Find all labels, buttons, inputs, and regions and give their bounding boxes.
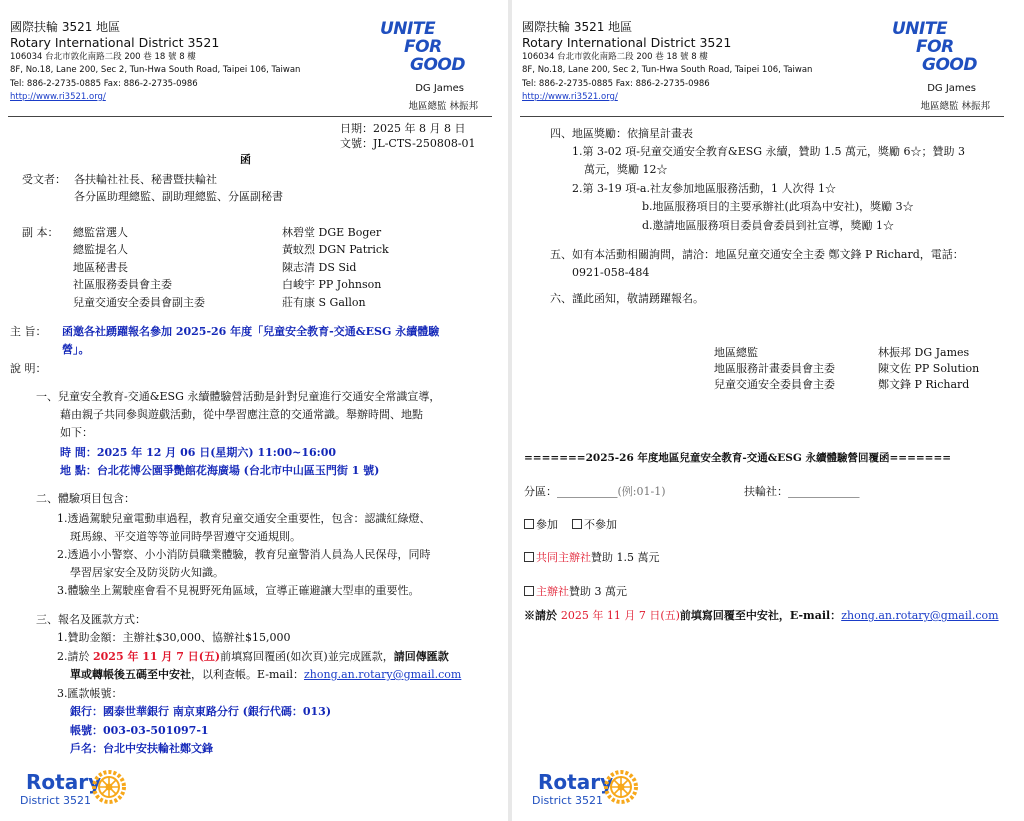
contact-phone-fax: Tel: 886-2-2735-0885 Fax: 886-2-2735-0986 [10, 79, 198, 89]
reply-club-field[interactable]: 扶輪社：_____________ [744, 485, 860, 498]
address-en: 8F, No.18, Lane 200, Sec 2, Tun-Hwa South Road, Taipei 106, Taiwan [10, 65, 301, 75]
section-3-item-1: 1.贊助金額：主辦社$30,000、協辦社$15,000 [57, 631, 291, 644]
unite-for-good-logo: UNITE FOR GOOD [380, 19, 465, 75]
letter-doc-no: 文號：JL-CTS-250808-01 [340, 137, 476, 150]
section-2-item-1a: 1.透過駕駛兒童電動車過程，教育兒童交通安全重要性，包含：認識紅綠燈、 [57, 512, 431, 525]
section-4-item-2d: d.邀請地區服務項目委員會委員到社宣導，獎勵 1☆ [642, 219, 895, 232]
contact-phone-fax: Tel: 886-2-2735-0885 Fax: 886-2-2735-0986 [522, 79, 710, 89]
account-holder: 戶名：台北中安扶輪社鄭文鋒 [70, 742, 213, 755]
org-name-zh: 國際扶輪 3521 地區 [522, 20, 633, 34]
website-link[interactable]: http://www.ri3521.org/ [10, 92, 106, 102]
section-3-item-2b: 單或轉帳後五碼至中安社，以利查帳。E-mail：zhong.an.rotary@gmail.com [70, 668, 462, 681]
governor-name-zh: 地區總監 林振邦 [920, 101, 990, 112]
reply-form-title: =======2025-26 年度地區兒童安全教育-交通&ESG 永續體驗營回覆函======= [524, 452, 952, 464]
letter-page-1 [0, 0, 508, 821]
rotary-footer-logo: Rotary District 3521 [532, 768, 652, 812]
reply-note: ※請於 2025 年 11 月 7 日(五)前填寫回覆至中安社，E-mail：zhong.an.rotary@gmail.com [524, 609, 999, 622]
cc-name: 陳志清 DS Sid [282, 261, 357, 274]
not-attend-checkbox[interactable]: 不參加 [572, 518, 617, 531]
rotary-wheel-icon [602, 768, 640, 806]
address-zh: 106034 台北市敦化南路二段 200 巷 18 號 8 樓 [10, 52, 196, 62]
unite-for-good-logo: UNITE FOR GOOD [892, 19, 977, 75]
email-link[interactable]: zhong.an.rotary@gmail.com [303, 668, 462, 681]
bank-account: 帳號：003-03-501097-1 [70, 724, 209, 737]
section-2-item-2b: 學習居家安全及防災防火知識。 [70, 566, 224, 579]
section-3-item-3: 3.匯款帳號： [57, 687, 123, 700]
host-checkbox[interactable]: 主辦社贊助 3 萬元 [524, 585, 627, 599]
letterhead [522, 20, 1012, 116]
signer-name: 鄭文鋒 P Richard [878, 378, 970, 391]
letter-date: 日期：2025 年 8 月 8 日 [340, 122, 466, 135]
event-time: 時 間：2025 年 12 月 06 日(星期六) 11:00~16:00 [60, 446, 337, 459]
recipient-line-1: 各扶輪社社長、秘書暨扶輪社 [74, 173, 217, 186]
attendance-options [524, 518, 617, 532]
subject-line-2: 營」。 [62, 343, 90, 356]
cc-name: 黃蚊烈 DGN Patrick [282, 243, 389, 256]
signer-name: 陳文佐 PP Solution [878, 362, 980, 375]
cc-role: 社區服務委員會主委 [73, 278, 172, 291]
signer-name: 林振邦 DG James [878, 346, 970, 359]
section-4-item-1b: 萬元，獎勵 12☆ [584, 163, 668, 176]
section-1-line-3: 如下： [60, 426, 93, 439]
signer-role: 地區總監 [714, 346, 758, 359]
signer-role: 兒童交通安全委員會主委 [714, 378, 835, 391]
section-1-line-1: 一、兒童安全教育-交通&ESG 永續體驗營活動是針對兒童進行交通安全常識宣導， [36, 390, 441, 403]
section-3-title: 三、報名及匯款方式： [36, 613, 146, 626]
rotary-wheel-icon [90, 768, 128, 806]
letterhead [10, 20, 500, 116]
section-5-line-1: 五、如有本活動相關詢問，請洽：地區兒童交通安全主委 鄭文鋒 P Richard，電話： [550, 248, 964, 261]
header-divider [8, 116, 492, 117]
event-place: 地 點：台北花博公園爭艷館花海廣場 (台北市中山區玉門街 1 號) [60, 464, 380, 477]
letter-page-2 [512, 0, 1020, 821]
section-4-title: 四、地區獎勵：依摘星計畫表 [550, 127, 693, 140]
header-divider [520, 116, 1004, 117]
section-4-item-2b: b.地區服務項目的主要承辦社(此項為中安社)，獎勵 3☆ [642, 200, 914, 213]
section-2-item-2a: 2.透過小小警察、小小消防員職業體驗，教育兒童警消人員為人民保母，同時 [57, 548, 431, 561]
attend-checkbox[interactable]: 參加 [524, 518, 558, 531]
signer-role: 地區服務計畫委員會主委 [714, 362, 835, 375]
cc-role: 兒童交通安全委員會副主委 [73, 296, 205, 309]
website-link[interactable]: http://www.ri3521.org/ [522, 92, 618, 102]
recipient-label: 受文者： [22, 173, 66, 186]
cc-name: 白峻宇 PP Johnson [282, 278, 382, 291]
governor-name-en: DG James [415, 83, 464, 94]
recipient-line-2: 各分區助理總監、副助理總監、分區副秘書 [74, 190, 283, 203]
governor-name-en: DG James [927, 83, 976, 94]
subject-line-1: 函邀各社踴躍報名參加 2025-26 年度「兒童安全教育-交通&ESG 永續體驗 [62, 325, 440, 338]
org-name-en: Rotary International District 3521 [522, 35, 732, 50]
section-2-title: 二、體驗項目包含： [36, 492, 135, 505]
address-zh: 106034 台北市敦化南路二段 200 巷 18 號 8 樓 [522, 52, 708, 62]
section-6: 六、謹此函知，敬請踴躍報名。 [550, 292, 704, 305]
cc-name: 莊有康 S Gallon [282, 296, 366, 309]
org-name-en: Rotary International District 3521 [10, 35, 220, 50]
org-name-zh: 國際扶輪 3521 地區 [10, 20, 121, 34]
section-1-line-2: 藉由親子共同參與遊戲活動，從中學習應注意的交通常識。舉辦時間、地點 [60, 408, 423, 421]
bank-name: 銀行：國泰世華銀行 南京東路分行 (銀行代碼：013) [70, 705, 332, 718]
section-4-item-2: 2.第 3-19 項-a.社友參加地區服務活動，1 人次得 1☆ [572, 182, 836, 195]
section-4-item-1a: 1.第 3-02 項-兒童交通安全教育&ESG 永續，贊助 1.5 萬元，獎勵 6☆；贊助 3 [572, 145, 966, 158]
description-label: 說 明： [10, 362, 47, 375]
section-2-item-1b: 斑馬線、平交道等等並同時學習遵守交通規則。 [70, 530, 301, 543]
reply-district-field[interactable]: 分區：___________(例:01-1) [524, 485, 666, 498]
address-en: 8F, No.18, Lane 200, Sec 2, Tun-Hwa South Road, Taipei 106, Taiwan [522, 65, 813, 75]
cc-label: 副 本： [22, 226, 59, 239]
section-3-item-2a: 2.請於 2025 年 11 月 7 日(五)前填寫回覆函(如次頁)並完成匯款，請回傳匯款 [57, 650, 449, 663]
cc-role: 總監提名人 [73, 243, 128, 256]
section-5-phone: 0921-058-484 [572, 266, 650, 279]
governor-name-zh: 地區總監 林振邦 [408, 101, 478, 112]
email-link[interactable]: zhong.an.rotary@gmail.com [841, 609, 999, 622]
cc-name: 林碧堂 DGE Boger [282, 226, 382, 239]
cc-role: 地區秘書長 [73, 261, 128, 274]
subject-label: 主 旨： [10, 325, 47, 338]
letter-type: 函 [240, 153, 251, 166]
cc-role: 總監當選人 [73, 226, 128, 239]
co-host-checkbox[interactable]: 共同主辦社贊助 1.5 萬元 [524, 551, 660, 565]
rotary-footer-logo: Rotary District 3521 [20, 768, 140, 812]
section-2-item-3: 3.體驗坐上駕駛座會看不見視野死角區域，宣導正確避讓大型車的重要性。 [57, 584, 420, 597]
